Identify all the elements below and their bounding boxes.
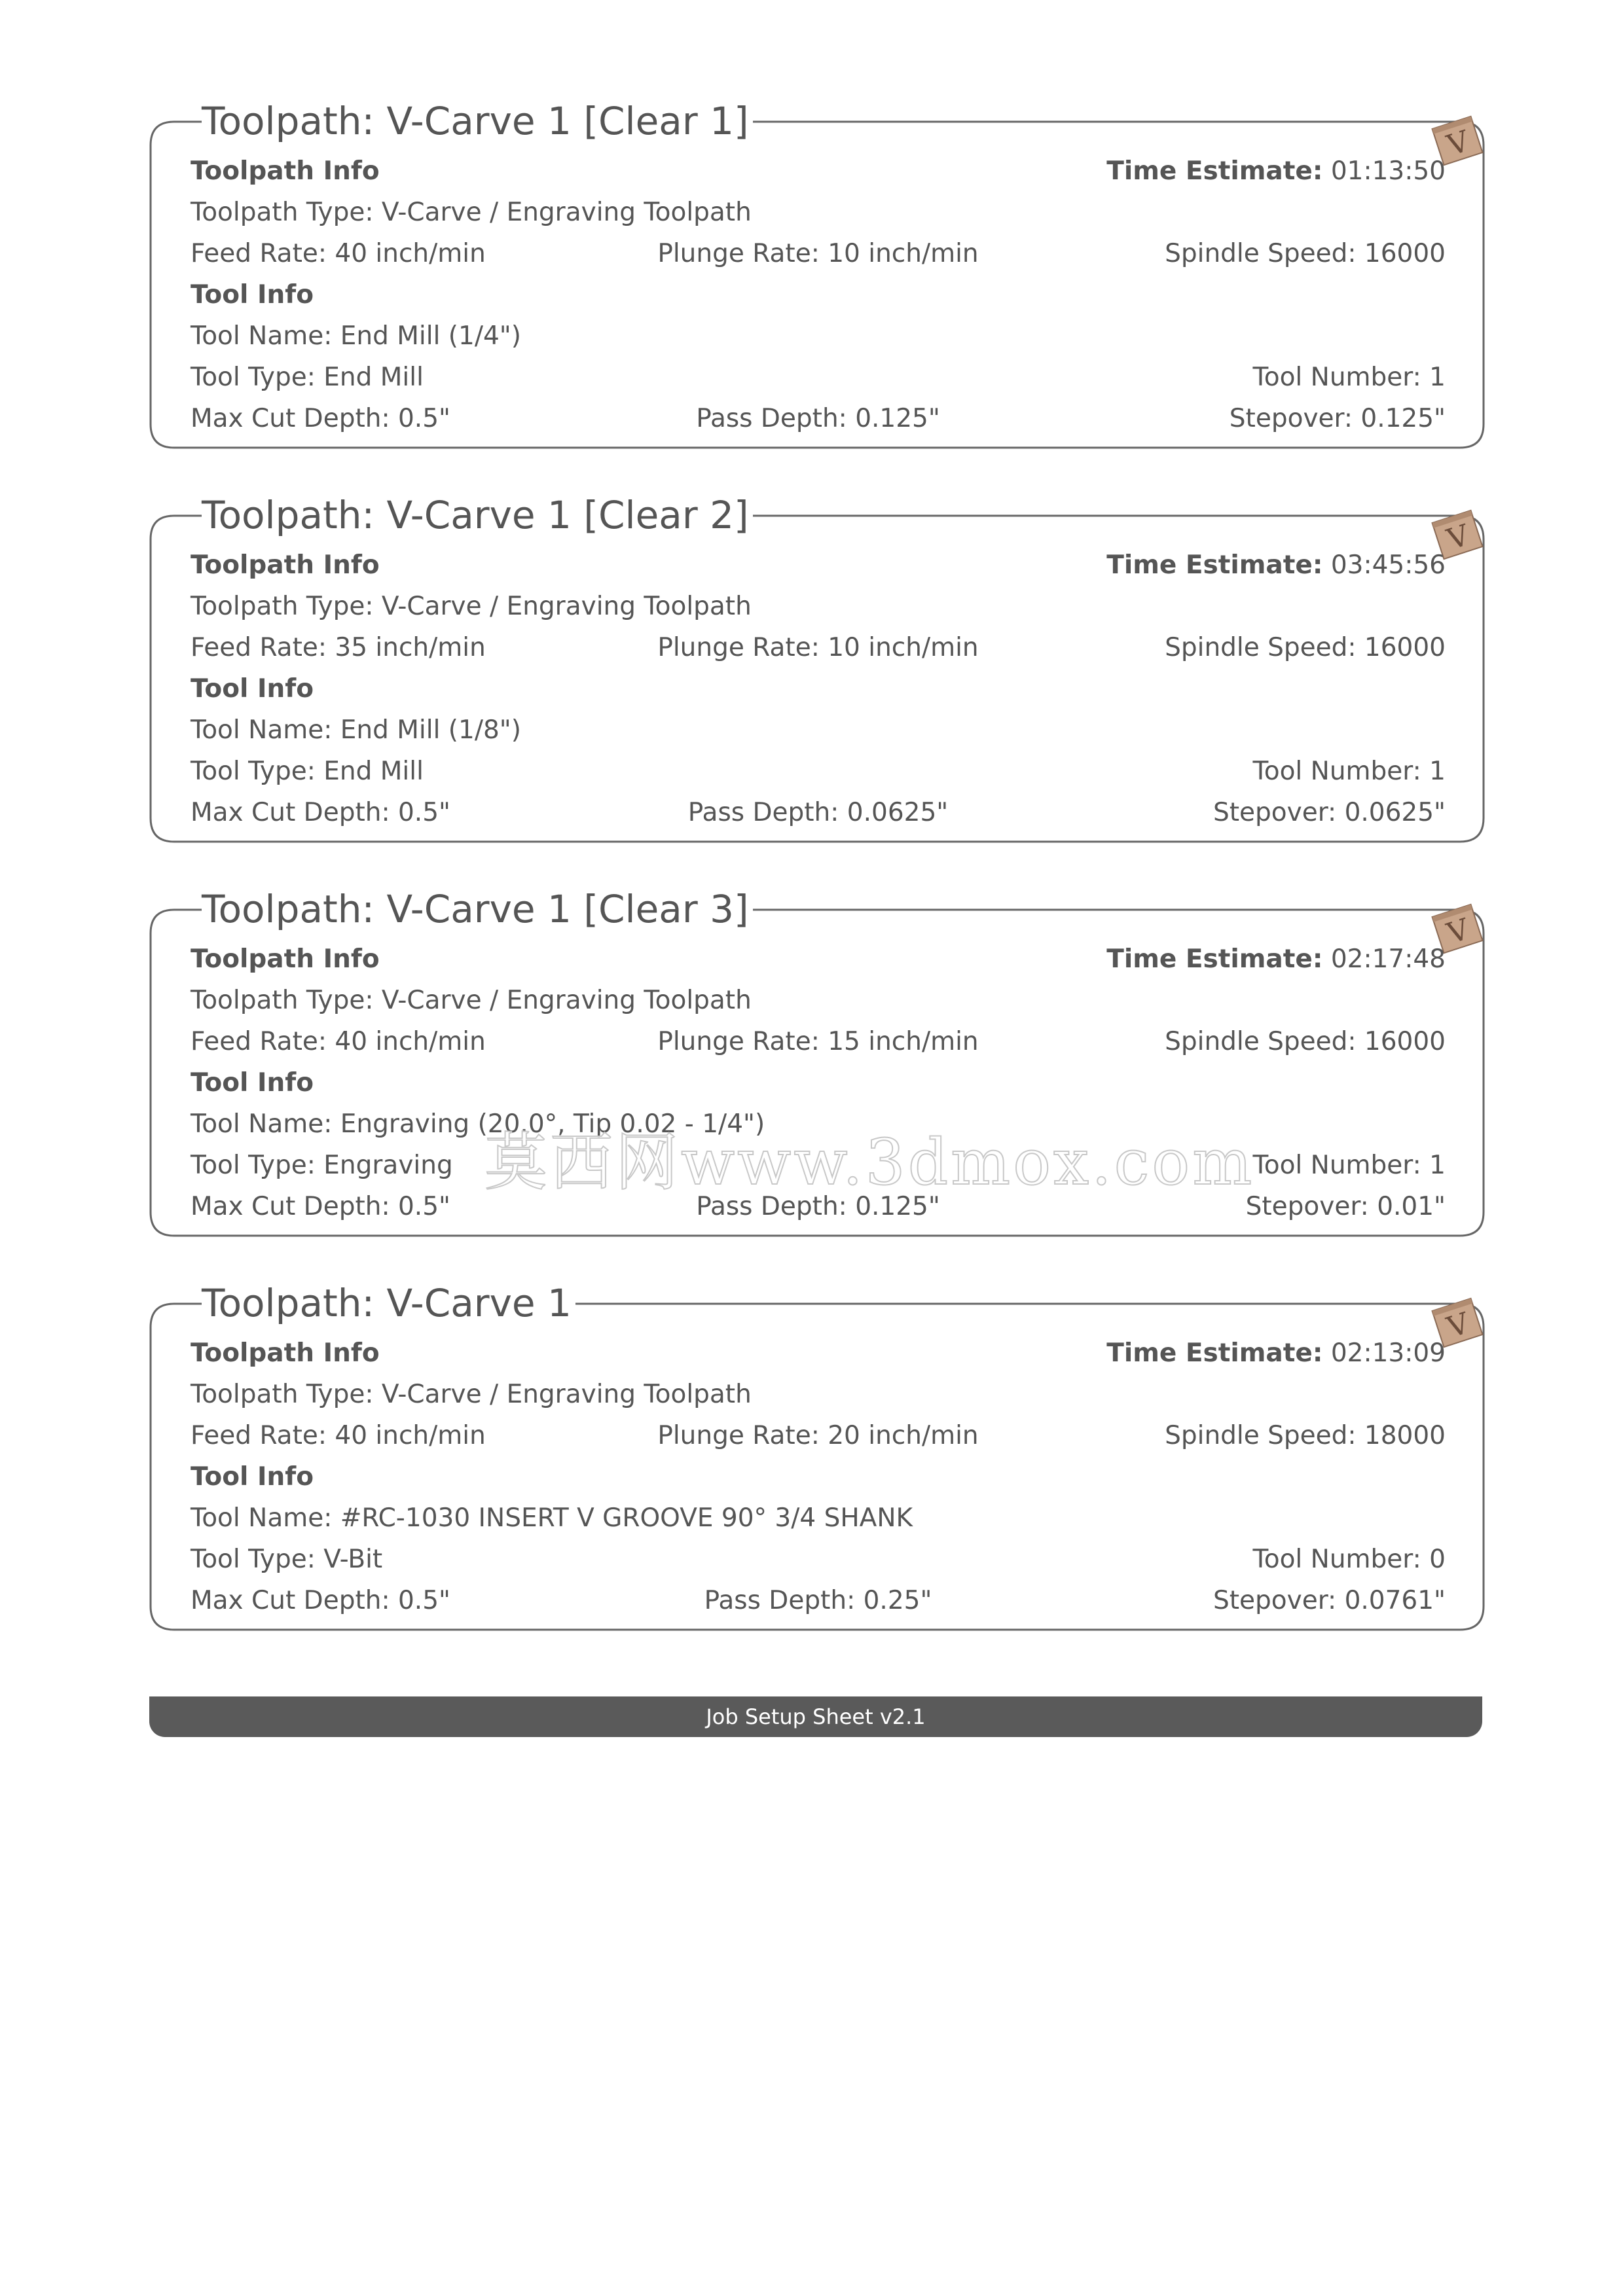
tool-name: Tool Name: #RC-1030 INSERT V GROOVE 90° 3/4 SHANK: [191, 1503, 913, 1533]
tool-name: Tool Name: End Mill (1/4"): [191, 321, 521, 351]
toolpath-title: Toolpath: V-Carve 1 [Clear 2]: [202, 492, 753, 538]
time-estimate: [1106, 547, 1446, 584]
tool-number: Tool Number: 1: [1252, 757, 1446, 786]
time-estimate-value: 02:17:48: [1330, 944, 1446, 974]
stepover: Stepover: 0.0761": [1213, 1586, 1446, 1615]
spindle-speed: Spindle Speed: 16000: [1165, 239, 1446, 268]
toolpath-card: [149, 1280, 1485, 1634]
feed-rate: Feed Rate: 35 inch/min: [191, 633, 486, 662]
feed-rate: Feed Rate: 40 inch/min: [191, 239, 486, 268]
card-frame: [149, 98, 1485, 452]
toolpath-info-heading: Toolpath Info: [191, 550, 380, 580]
depths-row: [191, 795, 1446, 831]
tool-type: Tool Type: Engraving: [191, 1151, 453, 1180]
tool-info-row: [191, 1459, 1446, 1496]
plunge-rate: Plunge Rate: 15 inch/min: [657, 1027, 979, 1056]
toolpath-card: [149, 98, 1485, 452]
toolpath-info-row: [191, 547, 1446, 584]
stepover: Stepover: 0.01": [1245, 1192, 1446, 1221]
plunge-rate: Plunge Rate: 10 inch/min: [657, 239, 979, 268]
toolpath-type: Toolpath Type: V-Carve / Engraving Toolpath: [191, 1380, 752, 1409]
stepover: Stepover: 0.0625": [1213, 798, 1446, 827]
pass-depth: Pass Depth: 0.0625": [687, 798, 949, 827]
tool-name-row: [191, 712, 1446, 749]
toolpath-info-heading: Toolpath Info: [191, 1338, 380, 1368]
tool-name: Tool Name: Engraving (20.0°, Tip 0.02 - 1/4"): [191, 1109, 765, 1139]
toolpath-type: Toolpath Type: V-Carve / Engraving Toolpath: [191, 592, 752, 621]
logo-letter: V: [1443, 124, 1474, 163]
pass-depth: Pass Depth: 0.125": [696, 404, 940, 433]
feed-rate: Feed Rate: 40 inch/min: [191, 1421, 486, 1450]
time-estimate-label: Time Estimate:: [1106, 944, 1323, 974]
depths-row: [191, 401, 1446, 437]
tool-info-row: [191, 277, 1446, 314]
rates-row: [191, 236, 1446, 272]
tool-number: Tool Number: 1: [1252, 1151, 1446, 1180]
toolpath-info-row: [191, 153, 1446, 190]
max-cut-depth: Max Cut Depth: 0.5": [191, 798, 450, 827]
tool-info-heading: Tool Info: [191, 1068, 314, 1098]
toolpath-title: Toolpath: V-Carve 1: [202, 1280, 575, 1326]
time-estimate-value: 02:13:09: [1330, 1338, 1446, 1368]
max-cut-depth: Max Cut Depth: 0.5": [191, 404, 450, 433]
toolpath-card: [149, 492, 1485, 846]
toolpath-info-row: [191, 1335, 1446, 1372]
tool-number: Tool Number: 0: [1252, 1545, 1446, 1574]
card-frame: [149, 1280, 1485, 1634]
tool-type-row: [191, 359, 1446, 396]
toolpath-info-heading: Toolpath Info: [191, 944, 380, 974]
toolpath-type-row: [191, 982, 1446, 1019]
tool-name-row: [191, 1500, 1446, 1537]
plunge-rate: Plunge Rate: 10 inch/min: [657, 633, 979, 662]
time-estimate-label: Time Estimate:: [1106, 156, 1323, 186]
rates-row: [191, 1418, 1446, 1454]
pass-depth: Pass Depth: 0.125": [696, 1192, 940, 1221]
tool-info-heading: Tool Info: [191, 280, 314, 310]
tool-name-row: [191, 318, 1446, 355]
logo-letter: V: [1443, 1306, 1474, 1345]
feed-rate: Feed Rate: 40 inch/min: [191, 1027, 486, 1056]
watermark: 莫西网www.3dmox.com: [484, 1126, 1255, 1199]
spindle-speed: Spindle Speed: 18000: [1165, 1421, 1446, 1450]
pass-depth: Pass Depth: 0.25": [704, 1586, 932, 1615]
tool-type: Tool Type: V-Bit: [191, 1545, 383, 1574]
toolpath-info-row: [191, 941, 1446, 978]
toolpath-info-heading: Toolpath Info: [191, 156, 380, 186]
tool-info-row: [191, 1065, 1446, 1102]
rates-row: [191, 630, 1446, 666]
toolpath-type-row: [191, 194, 1446, 231]
rates-row: [191, 1024, 1446, 1060]
tool-name: Tool Name: End Mill (1/8"): [191, 715, 521, 745]
tool-type-row: [191, 1541, 1446, 1578]
tool-type-row: [191, 753, 1446, 790]
toolpath-type-row: [191, 1376, 1446, 1413]
time-estimate: [1106, 941, 1446, 978]
time-estimate: [1106, 1335, 1446, 1372]
spindle-speed: Spindle Speed: 16000: [1165, 633, 1446, 662]
logo-letter: V: [1443, 518, 1474, 557]
tool-type: Tool Type: End Mill: [191, 757, 424, 786]
footer-bar: Job Setup Sheet v2.1: [149, 1696, 1482, 1737]
time-estimate: [1106, 153, 1446, 190]
toolpath-type: Toolpath Type: V-Carve / Engraving Toolpath: [191, 198, 752, 227]
tool-info-heading: Tool Info: [191, 674, 314, 704]
max-cut-depth: Max Cut Depth: 0.5": [191, 1586, 450, 1615]
time-estimate-value: 01:13:50: [1330, 156, 1446, 186]
tool-number: Tool Number: 1: [1252, 363, 1446, 392]
tool-info-heading: Tool Info: [191, 1462, 314, 1492]
depths-row: [191, 1583, 1446, 1619]
toolpath-type: Toolpath Type: V-Carve / Engraving Toolpath: [191, 986, 752, 1015]
tool-type: Tool Type: End Mill: [191, 363, 424, 392]
toolpath-type-row: [191, 588, 1446, 625]
time-estimate-value: 03:45:56: [1330, 550, 1446, 580]
toolpath-title: Toolpath: V-Carve 1 [Clear 3]: [202, 886, 753, 932]
stepover: Stepover: 0.125": [1229, 404, 1446, 433]
spindle-speed: Spindle Speed: 16000: [1165, 1027, 1446, 1056]
plunge-rate: Plunge Rate: 20 inch/min: [657, 1421, 979, 1450]
logo-letter: V: [1443, 912, 1474, 951]
max-cut-depth: Max Cut Depth: 0.5": [191, 1192, 450, 1221]
toolpath-title: Toolpath: V-Carve 1 [Clear 1]: [202, 98, 753, 144]
time-estimate-label: Time Estimate:: [1106, 550, 1323, 580]
tool-info-row: [191, 671, 1446, 708]
time-estimate-label: Time Estimate:: [1106, 1338, 1323, 1368]
card-frame: [149, 492, 1485, 846]
